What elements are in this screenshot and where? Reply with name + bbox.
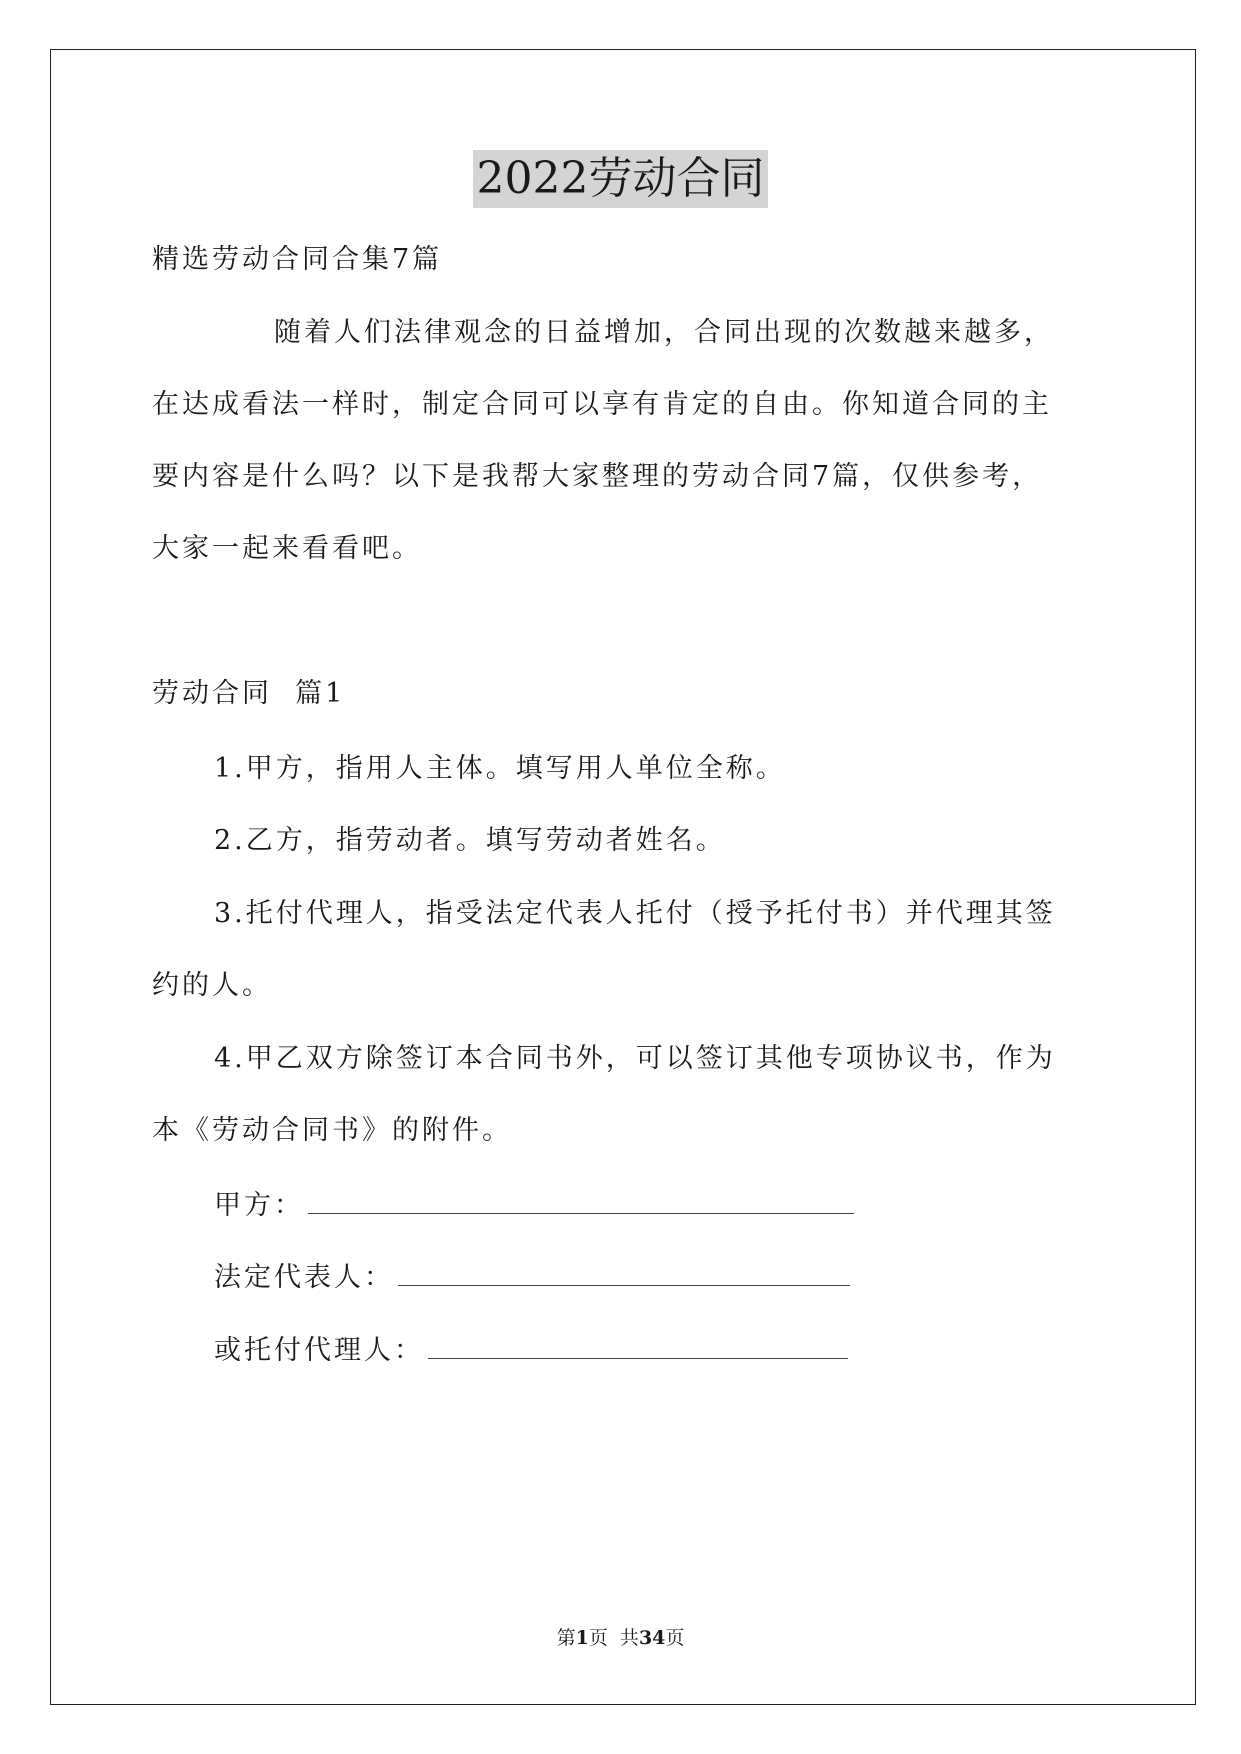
signature-agent [214,1331,1154,1371]
intro-line-3: 要内容是什么吗？以下是我帮大家整理的劳动合同7篇，仅供参考， [152,461,1043,492]
collection-subtitle: 精选劳动合同合集7篇 [152,244,443,275]
item-2: 2.乙方，指劳动者。填写劳动者姓名。 [214,825,726,856]
item-4-line-1: 4.甲乙双方除签订本合同书外，可以签订其他专项协议书，作为 [214,1043,1056,1074]
item-3-line-1: 3.托付代理人，指受法定代表人托付（授予托付书）并代理其签 [214,898,1056,929]
intro-line-4: 大家一起来看看吧。 [152,533,422,564]
signature-agent-blank[interactable] [428,1332,848,1359]
signature-party-a [214,1186,1154,1226]
footer-prefix: 第 [556,1627,576,1649]
signature-party-a-label: 甲方： [214,1190,304,1221]
item-4-line-2: 本《劳动合同书》的附件。 [152,1115,512,1146]
signature-party-a-blank[interactable] [308,1187,854,1214]
signature-legal-rep [214,1258,1154,1298]
page-footer [0,1626,1241,1650]
title-wrapper [0,150,1241,208]
signature-agent-label: 或托付代理人： [214,1335,424,1366]
footer-total-pages: 34 [638,1627,666,1649]
document-title: 2022劳动合同 [473,150,769,208]
intro-line-2: 在达成看法一样时，制定合同可以享有肯定的自由。你知道合同的主 [152,389,1052,420]
intro-line-1: 随着人们法律观念的日益增加，合同出现的次数越来越多， [274,317,1054,348]
signature-legal-rep-label: 法定代表人： [214,1262,394,1293]
section-heading: 劳动合同 篇1 [152,678,346,709]
item-3-line-2: 约的人。 [152,970,272,1001]
signature-legal-rep-blank[interactable] [398,1259,850,1286]
page-border [50,49,1196,1705]
item-1: 1.甲方，指用人主体。填写用人单位全称。 [214,753,786,784]
footer-mid: 页 共 [588,1627,639,1649]
footer-page-number: 1 [575,1627,589,1649]
footer-suffix: 页 [665,1627,685,1649]
